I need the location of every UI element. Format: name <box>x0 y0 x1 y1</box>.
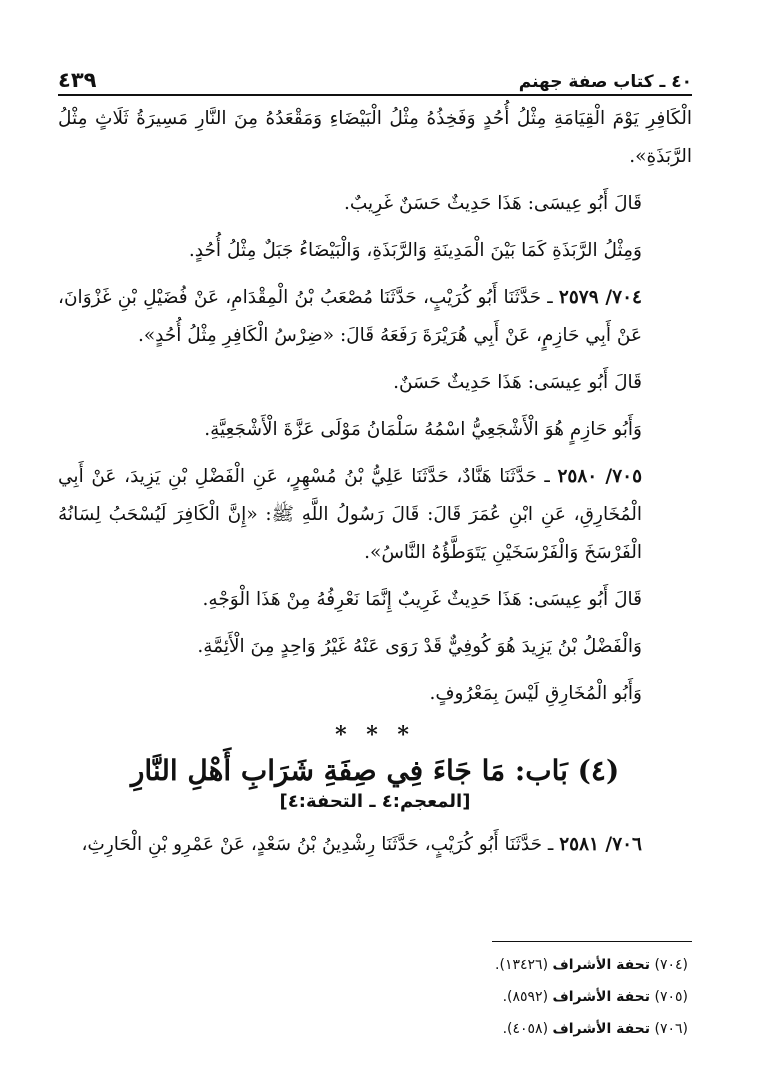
footnote-ref: (٤٠٥٨). <box>502 1021 549 1037</box>
hadith-continuation: الْكَافِرِ يَوْمَ الْقِيَامَةِ مِثْلُ أُحُدٍ وَفَخِذُهُ مِثْلُ الْبَيْضَاءِ وَمَقْعَدُهُ مِنَ النَّارِ مَسِيرَةُ ثَلَاثٍ مِثْلُ الرَّبَذَةِ». <box>58 108 692 167</box>
grading-note-3: قَالَ أَبُو عِيسَى: هَذَا حَدِيثٌ غَرِيبٌ إِنَّمَا نَعْرِفُهُ مِنْ هَذَا الْوَجْهِ. <box>202 589 642 610</box>
footnote-number: (٧٠٥) <box>654 989 688 1005</box>
footnote-source: تحفة الأشراف <box>552 1021 651 1037</box>
hadith-706 <box>58 826 692 864</box>
footnote-number: (٧٠٤) <box>654 957 688 973</box>
chapter-reference: [المعجم:٤ ـ التحفة:٤] <box>279 791 471 812</box>
explanation-note-1: وَمِثْلُ الرَّبَذَةِ كَمَا بَيْنَ الْمَدِينَةِ وَالرَّبَذَةِ، وَالْبَيْضَاءُ جَبَلٌ مِثْلُ أُحُدٍ. <box>188 240 642 261</box>
page-number: ٤٣٩ <box>58 68 97 92</box>
footnote-item <box>495 985 688 1017</box>
hadith-number-706: ٧٠٦/ ٢٥٨١ <box>559 834 642 855</box>
header-rule <box>58 94 692 96</box>
section-separator: * * * <box>335 722 415 748</box>
footnote-rule <box>492 941 692 942</box>
narrator-note-1: وَأَبُو حَازِمٍ هُوَ الْأَشْجَعِيُّ اسْمُهُ سَلْمَانُ مَوْلَى عَزَّةَ الْأَشْجَعِيَّةِ. <box>204 419 642 440</box>
footnote-ref: (٨٥٩٢). <box>502 989 549 1005</box>
hadith-number-704: ٧٠٤/ ٢٥٧٩ <box>558 287 642 308</box>
narrator-note-2: وَالْفَضْلُ بْنُ يَزِيدَ هُوَ كُوفِيٌّ قَدْ رَوَى عَنْهُ غَيْرُ وَاحِدٍ مِنَ الْأَئِمَّةِ. <box>197 636 642 657</box>
grading-note-2: قَالَ أَبُو عِيسَى: هَذَا حَدِيثٌ حَسَنٌ. <box>393 372 642 393</box>
footnotes <box>495 953 688 1049</box>
footnote-source: تحفة الأشراف <box>552 989 651 1005</box>
footnote-item <box>495 1017 688 1049</box>
main-text <box>58 100 692 873</box>
footnote-source: تحفة الأشراف <box>552 957 651 973</box>
grading-note-1: قَالَ أَبُو عِيسَى: هَذَا حَدِيثٌ حَسَنٌ غَرِيبٌ. <box>344 193 642 214</box>
narrator-note-3: وَأَبُو الْمُخَارِقِ لَيْسَ بِمَعْرُوفٍ. <box>429 683 642 704</box>
chapter-title: (٤) بَاب: مَا جَاءَ فِي صِفَةِ شَرَابِ أَهْلِ النَّارِ <box>130 754 620 787</box>
hadith-number-705: ٧٠٥/ ٢٥٨٠ <box>557 466 643 487</box>
footnote-ref: (١٣٤٢٦). <box>495 957 549 973</box>
hadith-text-705: ـ حَدَّثَنَا هَنَّادٌ، حَدَّثَنَا عَلِيُّ بْنُ مُسْهِرٍ، عَنِ الْفَضْلِ بْنِ يَزِيدَ، عَنْ أَبِي الْمُخَارِقِ، عَنِ ابْنِ عُمَرَ قَالَ: قَالَ رَسُولُ اللَّهِ ﷺ: «إِنَّ الْكَافِرَ لَيُسْحَبُ لِسَانُهُ الْفَرْسَخَ وَالْفَرْسَخَيْنِ يَتَوَطَّؤُهُ النَّاسُ». <box>58 466 642 563</box>
hadith-text-706: ـ حَدَّثَنَا أَبُو كُرَيْبٍ، حَدَّثَنَا رِشْدِينُ بْنُ سَعْدٍ، عَنْ عَمْرِو بْنِ الْحَارِثِ، <box>81 834 554 855</box>
footnote-number: (٧٠٦) <box>654 1021 688 1037</box>
page-header <box>58 56 692 92</box>
hadith-705 <box>58 458 692 572</box>
hadith-704 <box>58 279 692 355</box>
hadith-text-704: ـ حَدَّثَنَا أَبُو كُرَيْبٍ، حَدَّثَنَا مُصْعَبُ بْنُ الْمِقْدَامِ، عَنْ فُضَيْلِ بْنِ غَزْوَانَ، عَنْ أَبِي حَازِمٍ، عَنْ أَبِي هُرَيْرَةَ رَفَعَهُ قَالَ: «ضِرْسُ الْكَافِرِ مِثْلُ أُحُدٍ». <box>58 287 642 346</box>
footnote-item <box>495 953 688 985</box>
running-title: ٤٠ ـ كتاب صفة جهنم <box>518 72 692 92</box>
